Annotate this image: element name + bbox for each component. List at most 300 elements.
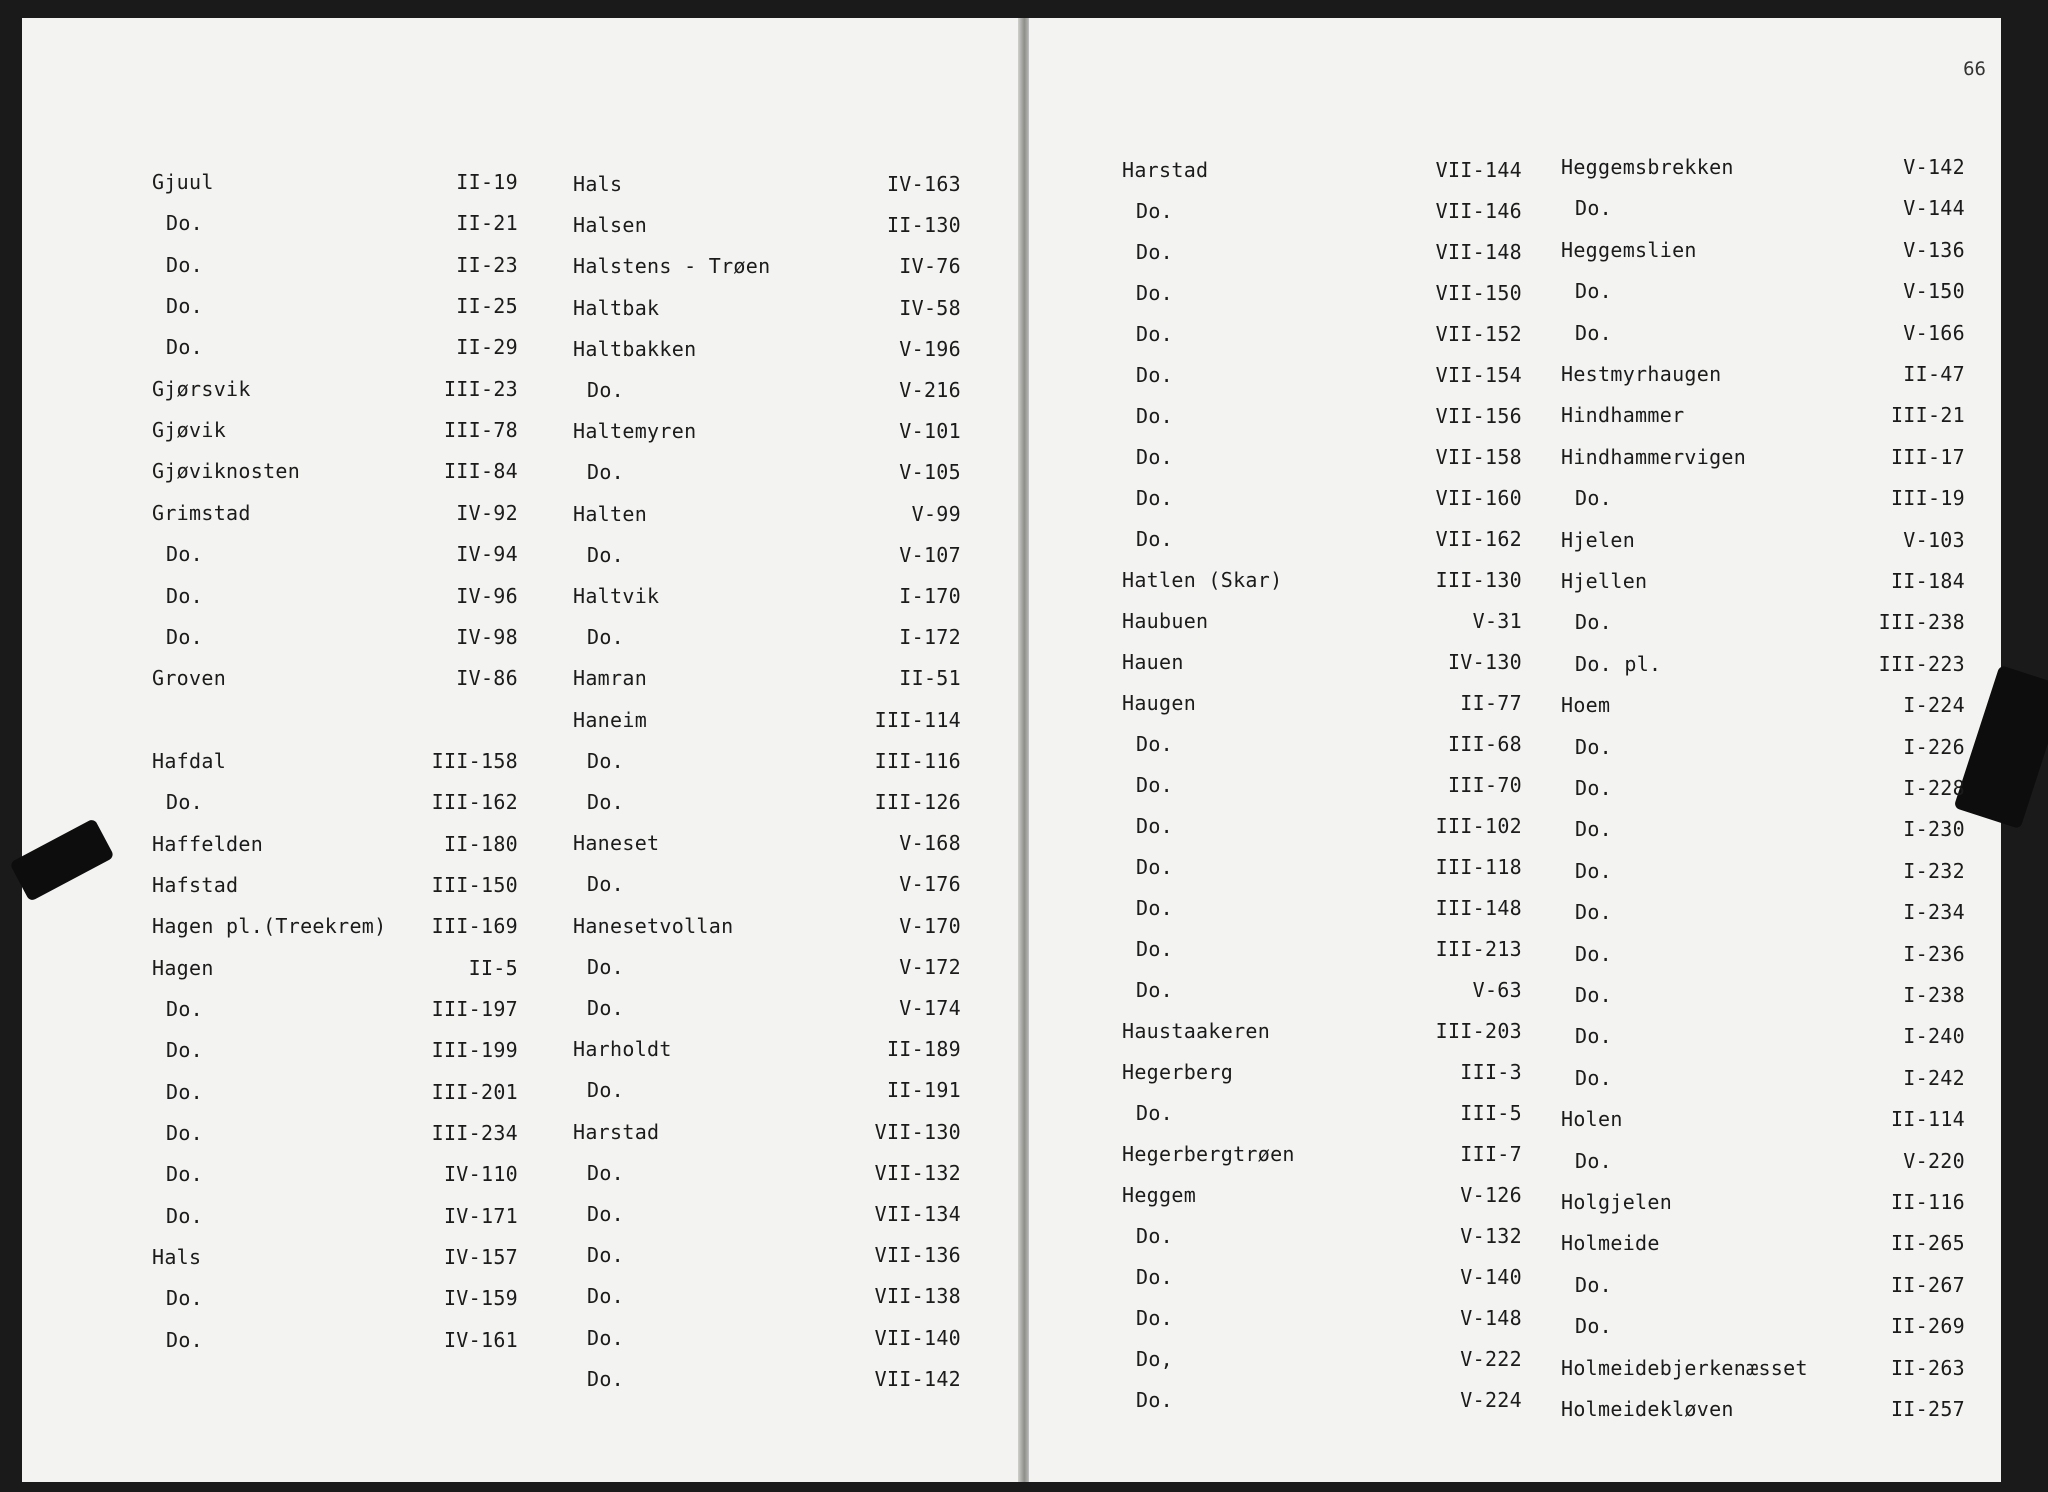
index-entry <box>573 1078 961 1104</box>
index-entry <box>1561 1231 1965 1257</box>
entry-name: Hagen <box>152 955 214 980</box>
entry-volume-ref: II-263 <box>1890 1355 1965 1380</box>
entry-name: Do. <box>587 954 625 979</box>
entry-name: Hafstad <box>152 872 239 897</box>
entry-name: Do. <box>1575 1148 1613 1173</box>
entry-volume-ref: II-269 <box>1890 1314 1965 1339</box>
entry-name: Do. <box>1575 1314 1613 1339</box>
entry-name: Halten <box>573 501 648 526</box>
entry-name: Grimstad <box>152 500 251 525</box>
entry-volume-ref: IV-86 <box>456 666 518 691</box>
entry-name: Do. <box>587 460 625 485</box>
entry-name: Hegerberg <box>1122 1060 1234 1084</box>
entry-name: Do. <box>1575 610 1613 635</box>
index-entry <box>1561 859 1965 885</box>
index-entry <box>1561 693 1965 719</box>
entry-volume-ref: IV-161 <box>443 1327 518 1352</box>
entry-name: Hindhammervigen <box>1561 444 1747 469</box>
index-entry <box>1561 155 1965 181</box>
entry-volume-ref: II-130 <box>886 213 961 238</box>
entry-volume-ref: III-23 <box>443 376 518 401</box>
entry-volume-ref: III-68 <box>1447 732 1522 756</box>
index-entry <box>573 872 961 898</box>
entry-name: Do. <box>1136 363 1174 387</box>
entry-volume-ref: IV-94 <box>456 542 518 567</box>
index-entry <box>1122 855 1522 881</box>
index-entry <box>1561 238 1965 264</box>
index-entry <box>1122 486 1522 512</box>
entry-volume-ref: III-17 <box>1890 444 1965 469</box>
entry-volume-ref: II-184 <box>1890 569 1965 593</box>
index-entry <box>1122 609 1522 635</box>
entry-name: Haustaakeren <box>1122 1019 1271 1043</box>
index-entry <box>1561 528 1965 554</box>
entry-name: Do. <box>166 542 204 567</box>
index-entry <box>573 1326 961 1352</box>
index-entry <box>1561 1066 1965 1092</box>
entry-name: Do. <box>1136 281 1174 305</box>
index-entry <box>573 749 961 775</box>
index-entry <box>573 1202 961 1228</box>
entry-volume-ref: V-107 <box>899 542 961 567</box>
index-entry <box>1122 445 1522 471</box>
entry-name: Heggem <box>1122 1183 1197 1207</box>
entry-name: Do. <box>1575 776 1613 800</box>
index-entry <box>573 419 961 445</box>
entry-name: Haltvik <box>573 584 660 608</box>
entry-name: Do. <box>166 335 204 360</box>
entry-name: Do. <box>1575 279 1613 304</box>
index-entry <box>1122 691 1522 717</box>
entry-name: Do. <box>1575 941 1613 966</box>
entry-name: Hindhammer <box>1561 403 1685 428</box>
index-entry <box>1122 1060 1522 1086</box>
entry-name: Do. <box>1575 486 1613 511</box>
entry-volume-ref: V-103 <box>1903 527 1965 552</box>
entry-name: Do. <box>1136 1306 1174 1330</box>
entry-volume-ref: III-19 <box>1890 486 1965 511</box>
entry-volume-ref: II-114 <box>1890 1107 1965 1132</box>
index-entry <box>573 1120 961 1146</box>
entry-volume-ref: I-234 <box>1903 900 1965 925</box>
entry-volume-ref: V-196 <box>899 336 961 361</box>
index-entry <box>573 378 961 404</box>
entry-volume-ref: V-222 <box>1460 1347 1522 1371</box>
entry-name: Do. <box>1575 817 1613 842</box>
entry-volume-ref: VII-140 <box>874 1325 961 1350</box>
entry-volume-ref: I-238 <box>1903 983 1965 1007</box>
entry-name: Hjelen <box>1561 527 1636 552</box>
entry-name: Do. <box>1575 983 1613 1007</box>
index-entry <box>1561 1273 1965 1299</box>
entry-volume-ref: III-169 <box>431 914 518 939</box>
entry-volume-ref: III-203 <box>1435 1019 1522 1043</box>
entry-volume-ref: V-144 <box>1903 196 1965 221</box>
entry-name: Do. <box>587 1078 625 1103</box>
entry-volume-ref: VII-162 <box>1435 527 1522 551</box>
entry-name: Do. <box>1136 199 1174 223</box>
index-entry <box>152 625 518 651</box>
entry-volume-ref: IV-76 <box>899 254 961 279</box>
index-entry <box>152 666 518 692</box>
entry-volume-ref: V-172 <box>899 954 961 979</box>
index-entry <box>152 790 518 816</box>
entry-volume-ref: V-216 <box>899 378 961 402</box>
entry-volume-ref: VII-132 <box>874 1160 961 1185</box>
entry-volume-ref: III-223 <box>1878 651 1965 676</box>
index-entry <box>152 1245 518 1271</box>
entry-volume-ref: III-7 <box>1460 1142 1522 1166</box>
entry-volume-ref: III-213 <box>1435 937 1522 961</box>
entry-name: Harstad <box>573 1119 660 1144</box>
entry-name: Do. <box>587 996 625 1020</box>
index-entry <box>152 873 518 899</box>
index-entry <box>573 1161 961 1187</box>
entry-name: Do. <box>1136 240 1174 264</box>
entry-name: Do. <box>1575 900 1613 925</box>
entry-volume-ref: II-5 <box>468 955 518 980</box>
entry-name: Do. <box>1136 1101 1174 1125</box>
index-entry <box>152 1162 518 1188</box>
entry-name: Hamran <box>573 666 648 691</box>
index-entry <box>152 1038 518 1064</box>
index-entry <box>152 1204 518 1230</box>
entry-name: Do. <box>1136 937 1174 961</box>
index-entry <box>1561 569 1965 595</box>
entry-volume-ref: VII-144 <box>1435 158 1522 182</box>
index-entry <box>1122 1388 1522 1414</box>
entry-name: Hagen pl.(Treekrem) <box>152 914 387 939</box>
entry-volume-ref: I-170 <box>899 584 961 608</box>
entry-volume-ref: III-234 <box>431 1121 518 1146</box>
entry-name: Do. <box>166 1286 204 1311</box>
index-entry <box>1122 1142 1522 1168</box>
entry-volume-ref: III-197 <box>431 997 518 1021</box>
index-entry <box>152 708 518 734</box>
entry-volume-ref: I-230 <box>1903 817 1965 842</box>
entry-volume-ref: II-191 <box>886 1078 961 1103</box>
index-entry <box>573 666 961 692</box>
index-entry <box>1561 1149 1965 1175</box>
entry-name: Hauen <box>1122 650 1184 674</box>
index-entry <box>1561 1314 1965 1340</box>
entry-name: Do. <box>1136 1265 1174 1289</box>
index-entry <box>573 914 961 940</box>
index-entry <box>1561 610 1965 636</box>
entry-volume-ref: III-116 <box>874 748 961 773</box>
entry-name: Do. <box>1575 320 1613 345</box>
entry-name: Do. <box>1136 773 1174 797</box>
entry-name: Do. <box>587 378 625 402</box>
index-entry <box>1122 732 1522 758</box>
entry-volume-ref: V-142 <box>1903 155 1965 179</box>
index-entry <box>152 832 518 858</box>
entry-volume-ref: III-130 <box>1435 568 1522 592</box>
entry-volume-ref: II-189 <box>886 1037 961 1062</box>
entry-volume-ref: II-21 <box>456 211 518 236</box>
entry-name: Do. <box>1575 1272 1613 1297</box>
entry-name: Do. <box>587 625 625 650</box>
entry-name: Do. <box>166 1327 204 1352</box>
index-entry <box>1561 362 1965 388</box>
entry-volume-ref: III-84 <box>443 459 518 484</box>
entry-volume-ref: VII-134 <box>874 1202 961 1226</box>
entry-volume-ref: IV-159 <box>443 1286 518 1311</box>
entry-volume-ref: II-116 <box>1890 1190 1965 1214</box>
index-entry <box>573 460 961 486</box>
index-entry <box>1122 773 1522 799</box>
entry-volume-ref: I-228 <box>1903 776 1965 800</box>
entry-name: Do. <box>1136 527 1174 551</box>
entry-volume-ref: VII-156 <box>1435 404 1522 428</box>
entry-volume-ref: IV-130 <box>1447 650 1522 674</box>
entry-volume-ref: V-136 <box>1903 237 1965 262</box>
entry-volume-ref: VII-130 <box>874 1119 961 1144</box>
index-entry <box>152 1121 518 1147</box>
index-entry <box>1122 1183 1522 1209</box>
entry-volume-ref: III-148 <box>1435 896 1522 920</box>
index-entry <box>152 1286 518 1312</box>
entry-volume-ref: VII-146 <box>1435 199 1522 223</box>
index-entry <box>573 625 961 651</box>
index-entry <box>1122 363 1522 389</box>
entry-name: Hals <box>152 1245 202 1270</box>
entry-name: Hals <box>573 172 623 196</box>
entry-volume-ref: III-70 <box>1447 773 1522 797</box>
index-entry <box>152 253 518 279</box>
index-entry <box>1122 978 1522 1004</box>
index-entry <box>152 1328 518 1354</box>
index-entry <box>573 337 961 363</box>
index-entry <box>1122 568 1522 594</box>
entry-volume-ref: III-102 <box>1435 814 1522 838</box>
entry-volume-ref: III-199 <box>431 1038 518 1063</box>
index-entry <box>1561 1190 1965 1216</box>
entry-volume-ref: II-265 <box>1890 1231 1965 1256</box>
entry-name: Hafdal <box>152 748 227 773</box>
entry-name: Groven <box>152 666 227 691</box>
entry-volume-ref: I-242 <box>1903 1065 1965 1090</box>
index-entry <box>1122 527 1522 553</box>
entry-volume-ref: V-99 <box>911 501 961 526</box>
entry-name: Do. <box>166 1162 204 1187</box>
entry-name: Do. <box>1136 1224 1174 1248</box>
entry-name: Do. <box>166 624 204 649</box>
entry-volume-ref: I-226 <box>1903 734 1965 759</box>
entry-volume-ref: IV-171 <box>443 1203 518 1228</box>
index-entry <box>1122 1347 1522 1373</box>
entry-name: Do. pl. <box>1575 651 1662 676</box>
index-entry <box>573 296 961 322</box>
index-entry <box>1122 404 1522 430</box>
entry-name: Haugen <box>1122 691 1197 715</box>
entry-volume-ref: III-114 <box>874 707 961 732</box>
page-number: 66 <box>1963 58 1986 80</box>
entry-name: Hegerbergtrøen <box>1122 1142 1295 1166</box>
entry-name: Do. <box>587 748 625 773</box>
entry-name: Do. <box>1136 404 1174 428</box>
entry-name: Do. <box>1575 1065 1613 1090</box>
entry-volume-ref: VII-158 <box>1435 445 1522 469</box>
entry-name: Do. <box>1575 858 1613 883</box>
entry-name: Haubuen <box>1122 609 1209 633</box>
index-entry <box>1561 196 1965 222</box>
entry-name: Halsen <box>573 213 648 238</box>
entry-name: Holmeidebjerkenæsset <box>1561 1355 1808 1380</box>
index-entry <box>1122 1265 1522 1291</box>
index-entry <box>152 914 518 940</box>
index-entry <box>152 1080 518 1106</box>
entry-name: Do. <box>587 1325 625 1350</box>
entry-volume-ref: V-150 <box>1903 279 1965 304</box>
entry-volume-ref: VII-148 <box>1435 240 1522 264</box>
index-entry <box>573 955 961 981</box>
index-entry <box>573 1367 961 1393</box>
index-entry <box>573 543 961 569</box>
entry-name: Gjøvik <box>152 418 227 443</box>
entry-volume-ref: II-180 <box>443 831 518 856</box>
entry-name: Do. <box>166 1079 204 1104</box>
index-entry <box>1122 896 1522 922</box>
entry-name: Do. <box>1136 732 1174 756</box>
index-entry <box>573 996 961 1022</box>
entry-name: Haltbak <box>573 295 660 320</box>
index-entry <box>152 749 518 775</box>
index-entry <box>152 377 518 403</box>
index-entry <box>1122 1224 1522 1250</box>
entry-volume-ref: II-51 <box>899 666 961 691</box>
entry-volume-ref: VII-138 <box>874 1284 961 1309</box>
entry-volume-ref: VII-152 <box>1435 322 1522 346</box>
entry-name: Do. <box>587 1160 625 1185</box>
entry-name: Do. <box>166 1038 204 1063</box>
index-entry <box>1561 403 1965 429</box>
entry-volume-ref: III-3 <box>1460 1060 1522 1084</box>
entry-name: Do, <box>1136 1347 1174 1371</box>
entry-name: Gjørsvik <box>152 376 251 401</box>
entry-volume-ref: VII-160 <box>1435 486 1522 510</box>
entry-volume-ref: II-23 <box>456 252 518 277</box>
entry-name: Do. <box>587 1366 625 1391</box>
entry-volume-ref: I-236 <box>1903 941 1965 966</box>
index-entry <box>1561 279 1965 305</box>
entry-volume-ref: I-224 <box>1903 693 1965 718</box>
entry-volume-ref: VII-142 <box>874 1366 961 1391</box>
entry-name: Holmeide <box>1561 1231 1660 1256</box>
entry-name: Harholdt <box>573 1037 672 1062</box>
entry-volume-ref: III-126 <box>874 790 961 814</box>
entry-volume-ref: V-63 <box>1472 978 1522 1002</box>
entry-name: Haneset <box>573 831 660 856</box>
entry-name: Do. <box>1136 896 1174 920</box>
entry-name: Gjuul <box>152 170 214 194</box>
entry-volume-ref: V-105 <box>899 460 961 485</box>
entry-volume-ref: III-21 <box>1890 403 1965 428</box>
entry-volume-ref: II-77 <box>1460 691 1522 715</box>
entry-name: Haltemyren <box>573 419 697 444</box>
entry-volume-ref: II-29 <box>456 335 518 360</box>
entry-name: Do. <box>1575 1024 1613 1049</box>
index-entry <box>152 170 518 196</box>
index-entry <box>573 584 961 610</box>
entry-volume-ref: IV-110 <box>443 1162 518 1187</box>
entry-volume-ref: I-172 <box>899 625 961 650</box>
index-entry <box>1561 652 1965 678</box>
entry-volume-ref: V-101 <box>899 419 961 444</box>
entry-volume-ref: V-176 <box>899 872 961 897</box>
entry-name: Hestmyrhaugen <box>1561 362 1722 386</box>
entry-name: Do. <box>166 211 204 236</box>
entry-volume-ref: III-201 <box>431 1079 518 1104</box>
entry-volume-ref: V-220 <box>1903 1148 1965 1173</box>
index-entry <box>1122 1101 1522 1127</box>
index-entry <box>573 1037 961 1063</box>
entry-volume-ref: V-148 <box>1460 1306 1522 1330</box>
entry-name: Halstens - Trøen <box>573 254 771 279</box>
index-entry <box>152 584 518 610</box>
entry-volume-ref: III-78 <box>443 418 518 443</box>
entry-volume-ref: IV-98 <box>456 624 518 649</box>
entry-volume-ref: III-5 <box>1460 1101 1522 1125</box>
index-entry <box>1122 199 1522 225</box>
entry-name: Do. <box>587 790 625 814</box>
index-entry <box>152 294 518 320</box>
index-entry <box>1561 776 1965 802</box>
entry-volume-ref: IV-58 <box>899 295 961 320</box>
entry-volume-ref: I-240 <box>1903 1024 1965 1049</box>
index-entry <box>1561 1356 1965 1382</box>
index-entry <box>1122 158 1522 184</box>
entry-name: Holen <box>1561 1107 1623 1132</box>
entry-volume-ref: II-47 <box>1903 362 1965 386</box>
index-entry <box>573 213 961 239</box>
entry-name: Do. <box>1136 978 1174 1002</box>
index-entry <box>1122 650 1522 676</box>
entry-volume-ref: V-168 <box>899 831 961 856</box>
entry-volume-ref: III-162 <box>431 790 518 815</box>
entry-volume-ref: VII-154 <box>1435 363 1522 387</box>
index-entry <box>1122 1306 1522 1332</box>
entry-name: Do. <box>166 1203 204 1228</box>
index-entry <box>152 335 518 361</box>
index-entry <box>1561 321 1965 347</box>
index-entry <box>1561 1107 1965 1133</box>
entry-name: Do. <box>1136 1388 1174 1412</box>
index-entry <box>1561 735 1965 761</box>
entry-name: Do. <box>1136 486 1174 510</box>
entry-volume-ref: V-132 <box>1460 1224 1522 1248</box>
entry-name: Do. <box>587 872 625 897</box>
entry-name: Do. <box>166 583 204 608</box>
entry-volume-ref: V-166 <box>1903 320 1965 345</box>
index-entry <box>152 459 518 485</box>
entry-name: Do. <box>587 542 625 567</box>
entry-volume-ref: V-170 <box>899 913 961 938</box>
entry-volume-ref: V-31 <box>1472 609 1522 633</box>
index-entry <box>1122 281 1522 307</box>
index-entry <box>152 956 518 982</box>
entry-name: Haneim <box>573 707 648 732</box>
index-entry <box>573 831 961 857</box>
index-entry <box>1122 240 1522 266</box>
index-entry <box>152 501 518 527</box>
entry-name: Do. <box>1136 814 1174 838</box>
entry-volume-ref: VII-136 <box>874 1243 961 1268</box>
index-entry <box>1122 937 1522 963</box>
index-entry <box>1561 900 1965 926</box>
entry-volume-ref: V-224 <box>1460 1388 1522 1412</box>
entry-volume-ref: II-257 <box>1890 1397 1965 1421</box>
